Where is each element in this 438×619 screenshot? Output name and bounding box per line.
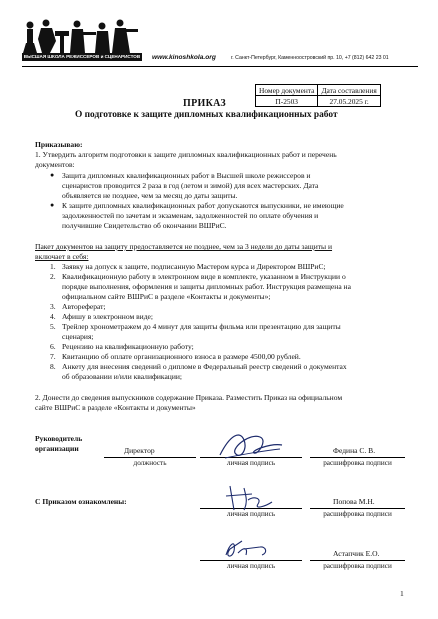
numbered2-line-2: порядке выполнения, оформления и защиты дипломных работ. Инструкция размещена на <box>62 282 351 291</box>
doc-date-value: 27.05.2025 г. <box>318 96 380 107</box>
position-value: Директор <box>124 446 155 455</box>
contact-address: г. Санкт-Петербург, Каменноостровский пр. 10, +7 (812) 642 23 01 <box>231 55 389 61</box>
numbered5-line-2: сценария; <box>62 332 94 341</box>
website-link[interactable]: www.kinoshkola.org <box>152 54 216 61</box>
num-4: 4. <box>50 312 56 321</box>
item1-line-2: документов: <box>35 160 75 169</box>
director-signature-icon <box>210 425 290 465</box>
acquainted-label: С Приказом ознакомлены: <box>35 497 127 506</box>
decode-caption: расшифровка подписи <box>323 459 392 467</box>
doc-number-value: П-2503 <box>256 96 318 107</box>
numbered2-line-1: Квалификационную работу в электронном виде в комплекте, указанном в Инструкции о <box>62 272 346 281</box>
doc-number-header: Номер документа <box>256 85 318 96</box>
person2-signature-icon <box>220 533 275 563</box>
bullet-icon: ● <box>50 171 55 179</box>
item2-line-2: сайте ВШРиС в разделе «Контакты и документы» <box>35 403 196 412</box>
logo-text: ВЫСШАЯ ШКОЛА РЕЖИССЕРОВ и СЦЕНАРИСТОВ <box>23 54 141 59</box>
numbered5-line-1: Трейлер хронометражем до 4 минут для защиты фильма или презентацию для защиты <box>62 322 341 331</box>
bullet-icon: ● <box>50 201 55 209</box>
position-line <box>104 457 196 458</box>
numbered8-line-2: об образовании и/или квалификации; <box>62 372 183 381</box>
head-name: Федина С. В. <box>333 446 376 455</box>
logo-figures-icon <box>22 17 142 53</box>
num-1: 1. <box>50 262 56 271</box>
bullet1-line-1: Защита дипломных квалификационных работ в Высшей школе режиссеров и <box>62 171 311 180</box>
person1-signature-icon <box>222 482 277 514</box>
num-8: 8. <box>50 362 56 371</box>
header-divider <box>22 66 418 67</box>
page-number: 1 <box>400 589 404 598</box>
signature-caption: личная подпись <box>226 562 276 570</box>
item1-line-1: 1. Утвердить алгоритм подготовки к защите дипломных квалификационных работ и перечень <box>35 150 337 159</box>
decode-caption: расшифровка подписи <box>323 562 392 570</box>
package-line-2: включает в себя: <box>35 252 89 261</box>
numbered8-line-1: Анкету для внесения сведений о дипломе в Федеральный реестр сведений о документах <box>62 362 347 371</box>
doc-date-header: Дата составления <box>318 85 380 96</box>
school-logo <box>22 17 142 65</box>
numbered4-line-1: Афишу в электронном виде; <box>62 312 153 321</box>
bullet2-line-2: задолженностей по зачетам и экзаменам, задолженностей по оплате обучения и <box>62 211 319 220</box>
num-6: 6. <box>50 342 56 351</box>
person1-name: Попова М.Н. <box>333 497 375 506</box>
numbered1-line-1: Заявку на допуск к защите, подписанную Мастером курса и Директором ВШРиС; <box>62 262 326 271</box>
bullet1-line-2: сценаристов проводится 2 раза в год (летом и зимой) для всех мастерских. Дата <box>62 181 319 190</box>
package-line-1: Пакет документов на защиту предоставляется не позднее, чем за 3 недели до даты защиты и <box>35 242 333 251</box>
numbered3-line-1: Автореферат; <box>62 302 106 311</box>
decode-line <box>310 457 405 458</box>
bullet1-line-3: объявляется не позднее, чем за месяц до даты защиты. <box>62 191 238 200</box>
position-caption: должность <box>133 459 167 467</box>
decode-line <box>310 560 405 561</box>
numbered7-line-1: Квитанцию об оплате организационного взноса в размере 4500,00 рублей. <box>62 352 301 361</box>
item2-line-1: 2. Донести до сведения выпускников содержание Приказа. Разместить Приказ на официальном <box>35 393 343 402</box>
document-title: ПРИКАЗ <box>183 98 226 109</box>
head-label-1: Руководитель <box>35 434 83 443</box>
head-label-2: организации <box>35 444 79 453</box>
num-2: 2. <box>50 272 56 281</box>
signature-caption: личная подпись <box>226 510 276 518</box>
signature-caption: личная подпись <box>226 459 276 467</box>
order-heading: Приказываю: <box>35 140 83 149</box>
numbered2-line-3: официальном сайте ВШРиС в разделе «Контакты и документы»; <box>62 292 271 301</box>
person2-name: Астапчик Е.О. <box>333 549 380 558</box>
decode-line <box>310 508 405 509</box>
document-meta-table <box>255 84 381 107</box>
num-7: 7. <box>50 352 56 361</box>
num-3: 3. <box>50 302 56 311</box>
decode-caption: расшифровка подписи <box>323 510 392 518</box>
numbered6-line-1: Рецензию на квалификационную работу; <box>62 342 194 351</box>
bullet2-line-3: получившие Свидетельство об окончании ВШРиС. <box>62 221 227 230</box>
document-subtitle: О подготовке к защите дипломных квалификационных работ <box>75 110 338 120</box>
bullet2-line-1: К защите дипломных квалификационных работ допускаются выпускники, не имеющие <box>62 201 344 210</box>
num-5: 5. <box>50 322 56 331</box>
